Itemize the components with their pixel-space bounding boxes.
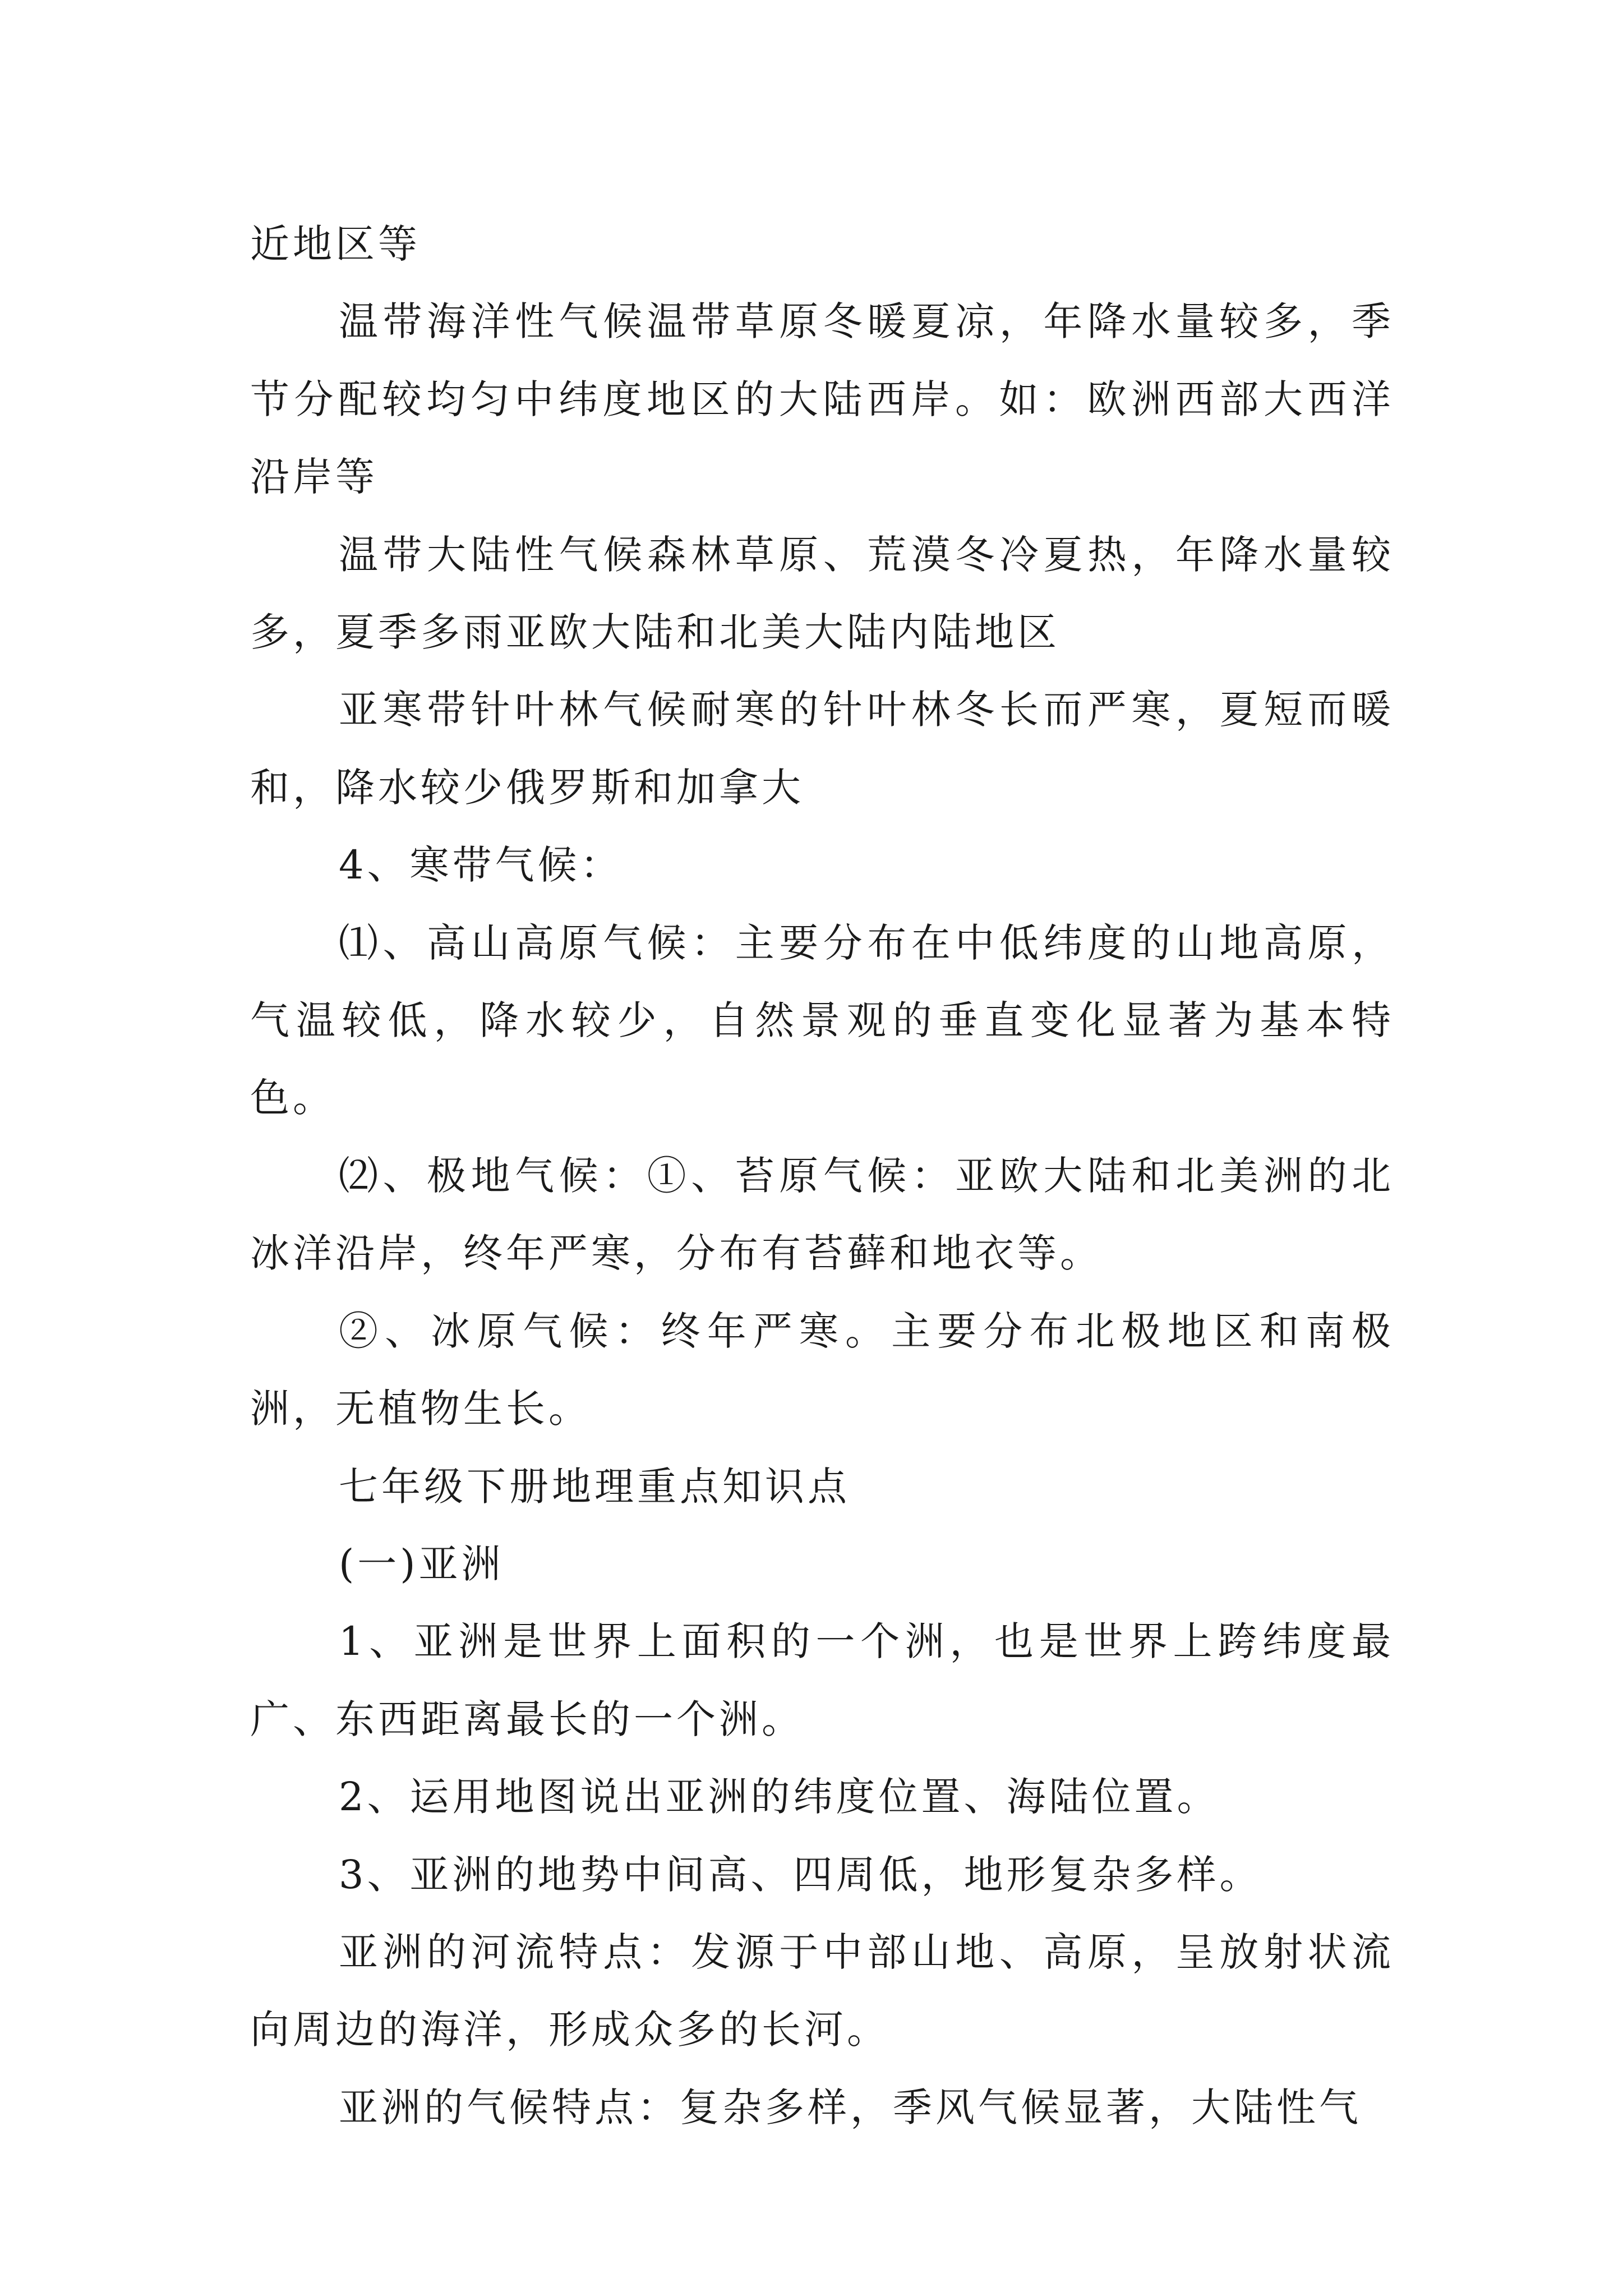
paragraph-temperate-continental: 温带大陆性气候森林草原、荒漠冬冷夏热，年降水量较多，夏季多雨亚欧大陆和北美大陆内陆地区 bbox=[250, 531, 1394, 656]
paragraph-asia-terrain: 3、亚洲的地势中间高、四周低，地形复杂多样。 bbox=[339, 1851, 1262, 1898]
paragraph-continuation: 近地区等 bbox=[250, 221, 421, 267]
paragraph-asia-rivers: 亚洲的河流特点：发源于中部山地、高原，呈放射状流向周边的海洋，形成众多的长河。 bbox=[250, 1929, 1394, 2053]
paragraph-highland-climate: ⑴、高山高原气候：主要分布在中低纬度的山地高原，气温较低，降水较少，自然景观的垂直变化显著为基本特色。 bbox=[250, 919, 1394, 1121]
paragraph-polar-tundra: ⑵、极地气候：①、苔原气候：亚欧大陆和北美洲的北冰洋沿岸，终年严寒，分布有苔藓和地衣等。 bbox=[250, 1152, 1394, 1277]
paragraph-asia-area: 1、亚洲是世界上面积的一个洲，也是世界上跨纬度最广、东西距离最长的一个洲。 bbox=[250, 1618, 1394, 1742]
paragraph-asia-location: 2、运用地图说出亚洲的纬度位置、海陆位置。 bbox=[339, 1774, 1220, 1820]
subsection-asia-heading: (一)亚洲 bbox=[339, 1540, 504, 1587]
paragraph-ice-cap: ②、冰原气候：终年严寒。主要分布北极地区和南极洲，无植物生长。 bbox=[250, 1308, 1394, 1432]
paragraph-subarctic-coniferous: 亚寒带针叶林气候耐寒的针叶林冬长而严寒，夏短而暖和，降水较少俄罗斯和加拿大 bbox=[250, 687, 1394, 811]
document-body bbox=[250, 205, 1394, 2146]
paragraph-asia-climate: 亚洲的气候特点：复杂多样，季风气候显著，大陆性气 bbox=[339, 2084, 1362, 2131]
paragraph-frigid-heading: 4、寒带气候： bbox=[339, 842, 623, 889]
paragraph-temperate-maritime: 温带海洋性气候温带草原冬暖夏凉，年降水量较多，季节分配较均匀中纬度地区的大陆西岸。如：欧洲西部大西洋沿岸等 bbox=[250, 298, 1394, 500]
section-title: 七年级下册地理重点知识点 bbox=[339, 1463, 850, 1510]
